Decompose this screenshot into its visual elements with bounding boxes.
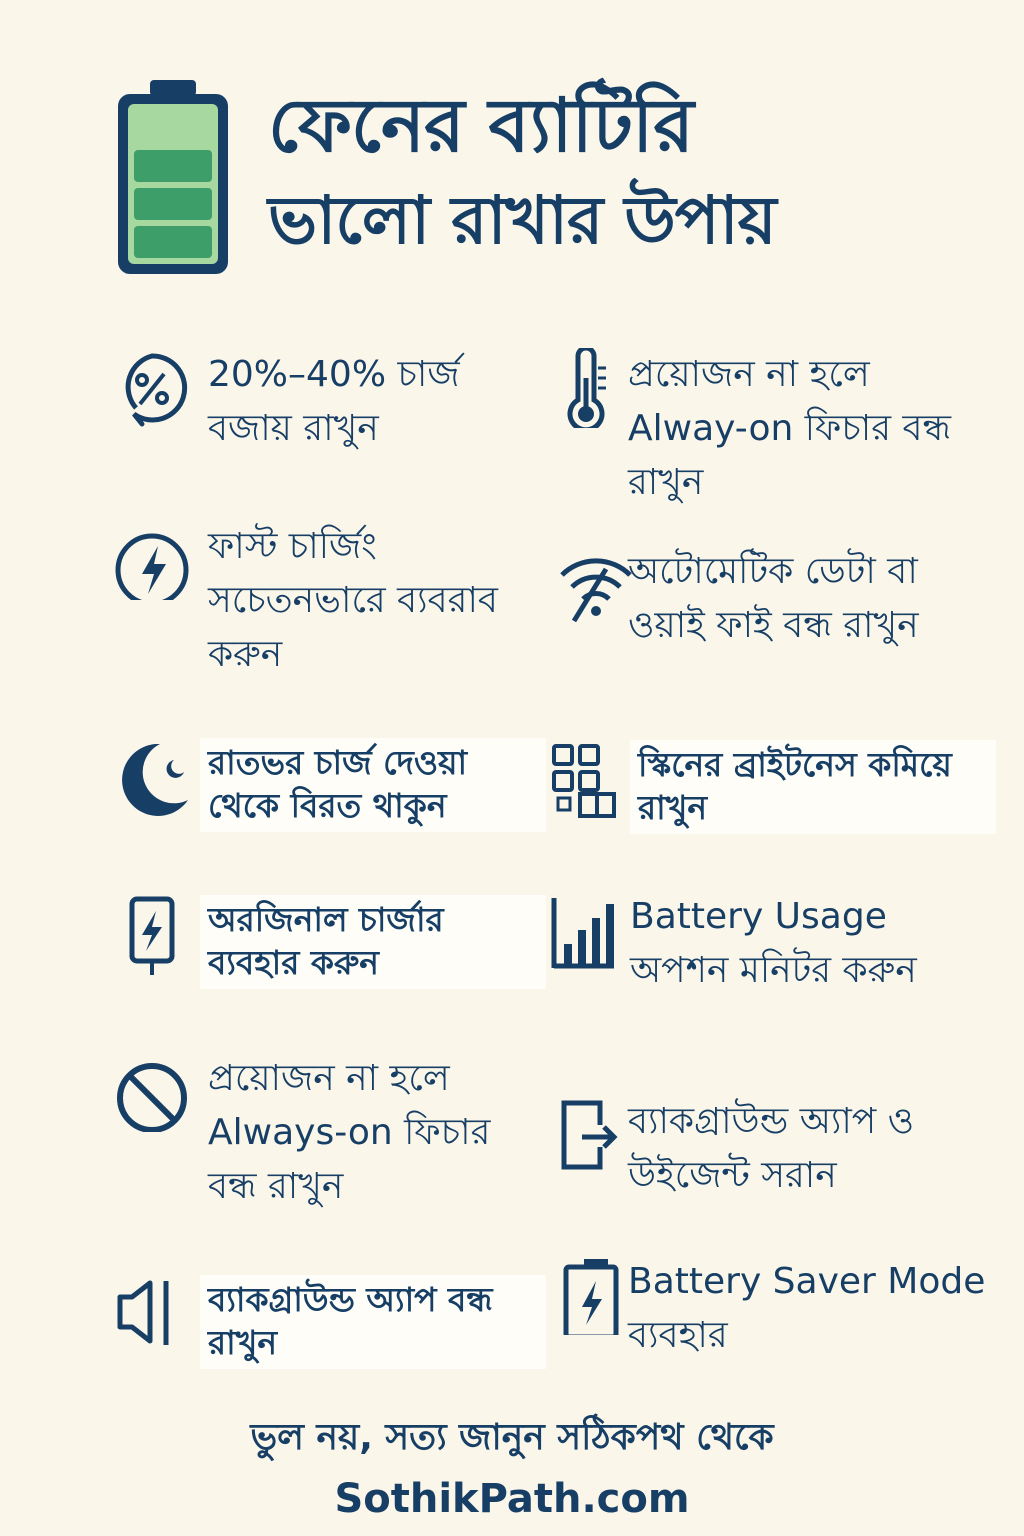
tip-text: 20%–40% চার্জ বজায় রাখুন — [208, 354, 460, 449]
tip-text: অরজিনাল চার্জার ব্যবহার করুন — [200, 895, 546, 989]
thermometer-icon — [556, 348, 636, 428]
tip-text: রাতভর চার্জ দেওয়া থেকে বিরত থাকুন — [200, 738, 546, 832]
wifi-icon — [556, 545, 636, 625]
bar-chart-icon — [548, 890, 628, 970]
moon-icon — [112, 738, 192, 818]
tip-brightness — [548, 740, 996, 840]
battery-saver-icon — [556, 1255, 636, 1335]
tip-battery-usage — [548, 890, 996, 1060]
tip-background-apps — [112, 1275, 542, 1385]
footer-site-link[interactable]: SothikPath.com — [334, 1476, 690, 1522]
percent-icon — [112, 348, 192, 428]
tip-text: Battery Usage অপশন মনিটর করুন — [630, 896, 917, 991]
tip-text: ফাস্ট চার্জিং সচেতনভারে ব্যবরাব করুন — [208, 526, 498, 675]
tip-widgets — [556, 1095, 996, 1205]
apps-grid-icon — [548, 740, 628, 820]
tip-fast-charging — [112, 520, 542, 680]
battery-logo-icon — [114, 78, 232, 278]
tip-text: Battery Saver Mode ব্যবহার — [628, 1261, 986, 1356]
footer — [0, 1410, 1024, 1522]
lightning-icon — [112, 520, 192, 600]
speaker-icon — [112, 1275, 192, 1355]
tip-always-on — [112, 1052, 542, 1212]
title-line-1: ফেনের ব্যাটিরি — [268, 83, 693, 169]
tip-text: প্রয়োজন না হলে Alway-on ফিচার বন্ধ রাখুন — [628, 354, 952, 503]
footer-tagline: ভুল নয়, সত্য জানুন সঠিকপথ থেকে — [250, 1417, 774, 1458]
tip-battery-saver — [556, 1255, 996, 1375]
tip-text: ব্যাকগ্রাউন্ড অ্যাপ ও উইজেন্ট সরান — [628, 1101, 915, 1196]
page-title — [268, 84, 988, 259]
tip-text: স্কিনের ব্রাইটনেস কমিয়ে রাখুন — [630, 740, 996, 834]
title-line-2: ভালো রাখার উপায় — [268, 182, 776, 260]
tip-text: প্রয়োজন না হলে Always-on ফিচার বন্ধ রাখুন — [208, 1058, 491, 1207]
header — [0, 0, 1024, 300]
tip-auto-data — [556, 545, 996, 705]
tip-overnight — [112, 738, 542, 858]
tip-text: ব্যাকগ্রাউন্ড অ্যাপ বন্ধ রাখুন — [200, 1275, 546, 1369]
tip-always-on-right — [556, 348, 996, 508]
tip-original-charger — [112, 895, 542, 995]
phone-charging-icon — [112, 895, 192, 975]
tip-charge-range — [112, 348, 542, 468]
exit-icon — [556, 1095, 636, 1175]
prohibited-icon — [112, 1052, 192, 1132]
tip-text: অটোমেটিক ডেটা বা ওয়াই ফাই বন্ধ রাখুন — [628, 551, 919, 646]
